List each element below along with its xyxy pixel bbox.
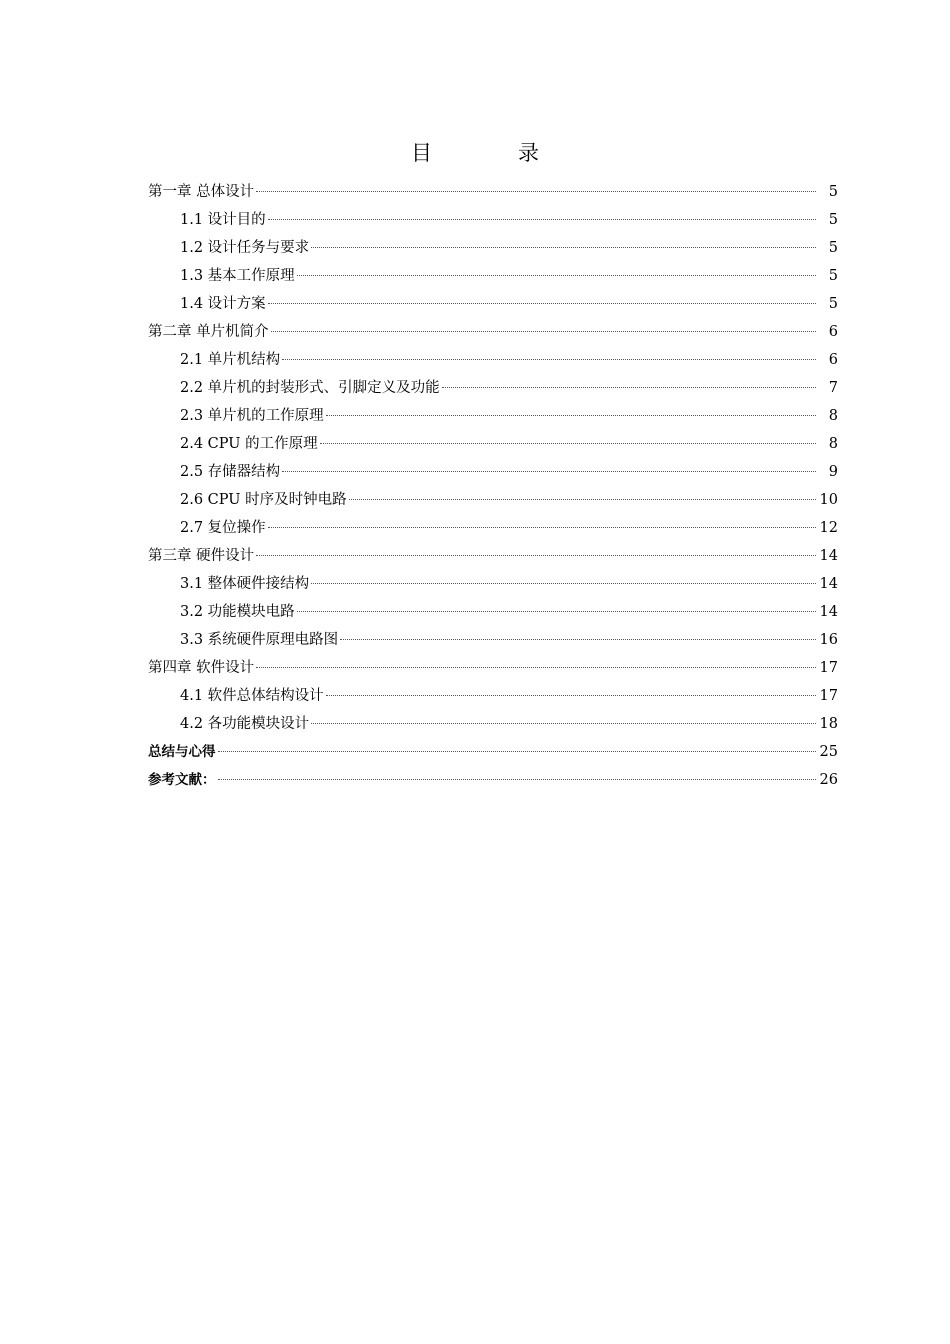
- toc-page-number: 8: [828, 436, 838, 452]
- table-of-contents: [148, 178, 838, 794]
- toc-section-entry[interactable]: [148, 682, 838, 710]
- toc-dot-leader: [256, 555, 815, 556]
- toc-section-entry[interactable]: [148, 234, 838, 262]
- toc-entry-text: 3.3 系统硬件原理电路图: [180, 632, 339, 648]
- toc-entry-text: 3.2 功能模块电路: [180, 604, 295, 620]
- toc-dot-leader: [311, 583, 815, 584]
- toc-dot-leader: [297, 275, 816, 276]
- toc-page-number: 5: [828, 268, 838, 284]
- toc-entry-text: 4.2 各功能模块设计: [180, 716, 310, 732]
- toc-page-number: 5: [828, 184, 838, 200]
- toc-page-number: 26: [819, 772, 838, 788]
- toc-page-number: 5: [828, 212, 838, 228]
- toc-entry-text: 4.1 软件总体结构设计: [180, 688, 324, 704]
- toc-dot-leader: [268, 219, 816, 220]
- toc-chapter-entry[interactable]: [148, 738, 838, 766]
- toc-chapter-entry[interactable]: [148, 766, 838, 794]
- toc-page-number: 8: [828, 408, 838, 424]
- toc-entry-text: 2.3 单片机的工作原理: [180, 408, 324, 424]
- toc-section-entry[interactable]: [148, 458, 838, 486]
- toc-page-number: 17: [819, 688, 838, 704]
- toc-dot-leader: [218, 751, 816, 752]
- toc-page-number: 5: [828, 296, 838, 312]
- toc-section-entry[interactable]: [148, 402, 838, 430]
- toc-page-number: 5: [828, 240, 838, 256]
- toc-page-number: 7: [828, 380, 838, 396]
- toc-dot-leader: [218, 779, 816, 780]
- toc-dot-leader: [268, 303, 816, 304]
- toc-dot-leader: [297, 611, 816, 612]
- toc-section-entry[interactable]: [148, 598, 838, 626]
- toc-dot-leader: [282, 471, 816, 472]
- toc-chapter-entry[interactable]: [148, 318, 838, 346]
- toc-dot-leader: [326, 415, 816, 416]
- toc-dot-leader: [256, 191, 816, 192]
- toc-dot-leader: [340, 639, 815, 640]
- toc-entry-text: 2.2 单片机的封装形式、引脚定义及功能: [180, 380, 440, 396]
- toc-section-entry[interactable]: [148, 346, 838, 374]
- toc-page-number: 10: [819, 492, 838, 508]
- toc-dot-leader: [271, 331, 816, 332]
- toc-entry-text: 第三章 硬件设计: [148, 548, 255, 564]
- toc-entry-text: 第四章 软件设计: [148, 660, 255, 676]
- toc-dot-leader: [282, 359, 816, 360]
- toc-section-entry[interactable]: [148, 206, 838, 234]
- toc-entry-text: 2.1 单片机结构: [180, 352, 281, 368]
- toc-dot-leader: [349, 499, 816, 500]
- toc-dot-leader: [320, 443, 816, 444]
- toc-entry-text: 1.3 基本工作原理: [180, 268, 295, 284]
- toc-section-entry[interactable]: [148, 290, 838, 318]
- toc-chapter-entry[interactable]: [148, 178, 838, 206]
- toc-section-entry[interactable]: [148, 626, 838, 654]
- toc-entry-text: 总结与心得: [148, 744, 216, 760]
- toc-entry-text: 第二章 单片机简介: [148, 324, 269, 340]
- toc-section-entry[interactable]: [148, 374, 838, 402]
- toc-entry-text: 参考文献：: [148, 772, 216, 788]
- toc-page-number: 9: [828, 464, 838, 480]
- toc-page-number: 12: [819, 520, 838, 536]
- toc-entry-text: 2.4 CPU 的工作原理: [180, 436, 318, 452]
- toc-dot-leader: [442, 387, 816, 388]
- toc-dot-leader: [268, 527, 816, 528]
- toc-section-entry[interactable]: [148, 486, 838, 514]
- toc-page-number: 25: [819, 744, 838, 760]
- toc-entry-text: 2.6 CPU 时序及时钟电路: [180, 492, 347, 508]
- toc-entry-text: 1.4 设计方案: [180, 296, 266, 312]
- toc-section-entry[interactable]: [148, 430, 838, 458]
- toc-page-number: 16: [819, 632, 838, 648]
- toc-entry-text: 1.1 设计目的: [180, 212, 266, 228]
- toc-page-number: 17: [819, 660, 838, 676]
- toc-dot-leader: [311, 247, 816, 248]
- toc-entry-text: 2.7 复位操作: [180, 520, 266, 536]
- toc-page-number: 14: [819, 548, 838, 564]
- toc-entry-text: 第一章 总体设计: [148, 184, 255, 200]
- toc-dot-leader: [256, 667, 815, 668]
- toc-dot-leader: [311, 723, 815, 724]
- toc-entry-text: 2.5 存储器结构: [180, 464, 281, 480]
- toc-chapter-entry[interactable]: [148, 542, 838, 570]
- toc-entry-text: 3.1 整体硬件接结构: [180, 576, 310, 592]
- toc-page-number: 18: [819, 716, 838, 732]
- toc-entry-text: 1.2 设计任务与要求: [180, 240, 310, 256]
- toc-chapter-entry[interactable]: [148, 654, 838, 682]
- toc-page-number: 14: [819, 576, 838, 592]
- toc-section-entry[interactable]: [148, 262, 838, 290]
- toc-section-entry[interactable]: [148, 570, 838, 598]
- toc-dot-leader: [326, 695, 816, 696]
- toc-page-number: 14: [819, 604, 838, 620]
- toc-page-number: 6: [828, 324, 838, 340]
- toc-section-entry[interactable]: [148, 514, 838, 542]
- toc-title: 目录: [411, 141, 625, 165]
- toc-page-number: 6: [828, 352, 838, 368]
- toc-section-entry[interactable]: [148, 710, 838, 738]
